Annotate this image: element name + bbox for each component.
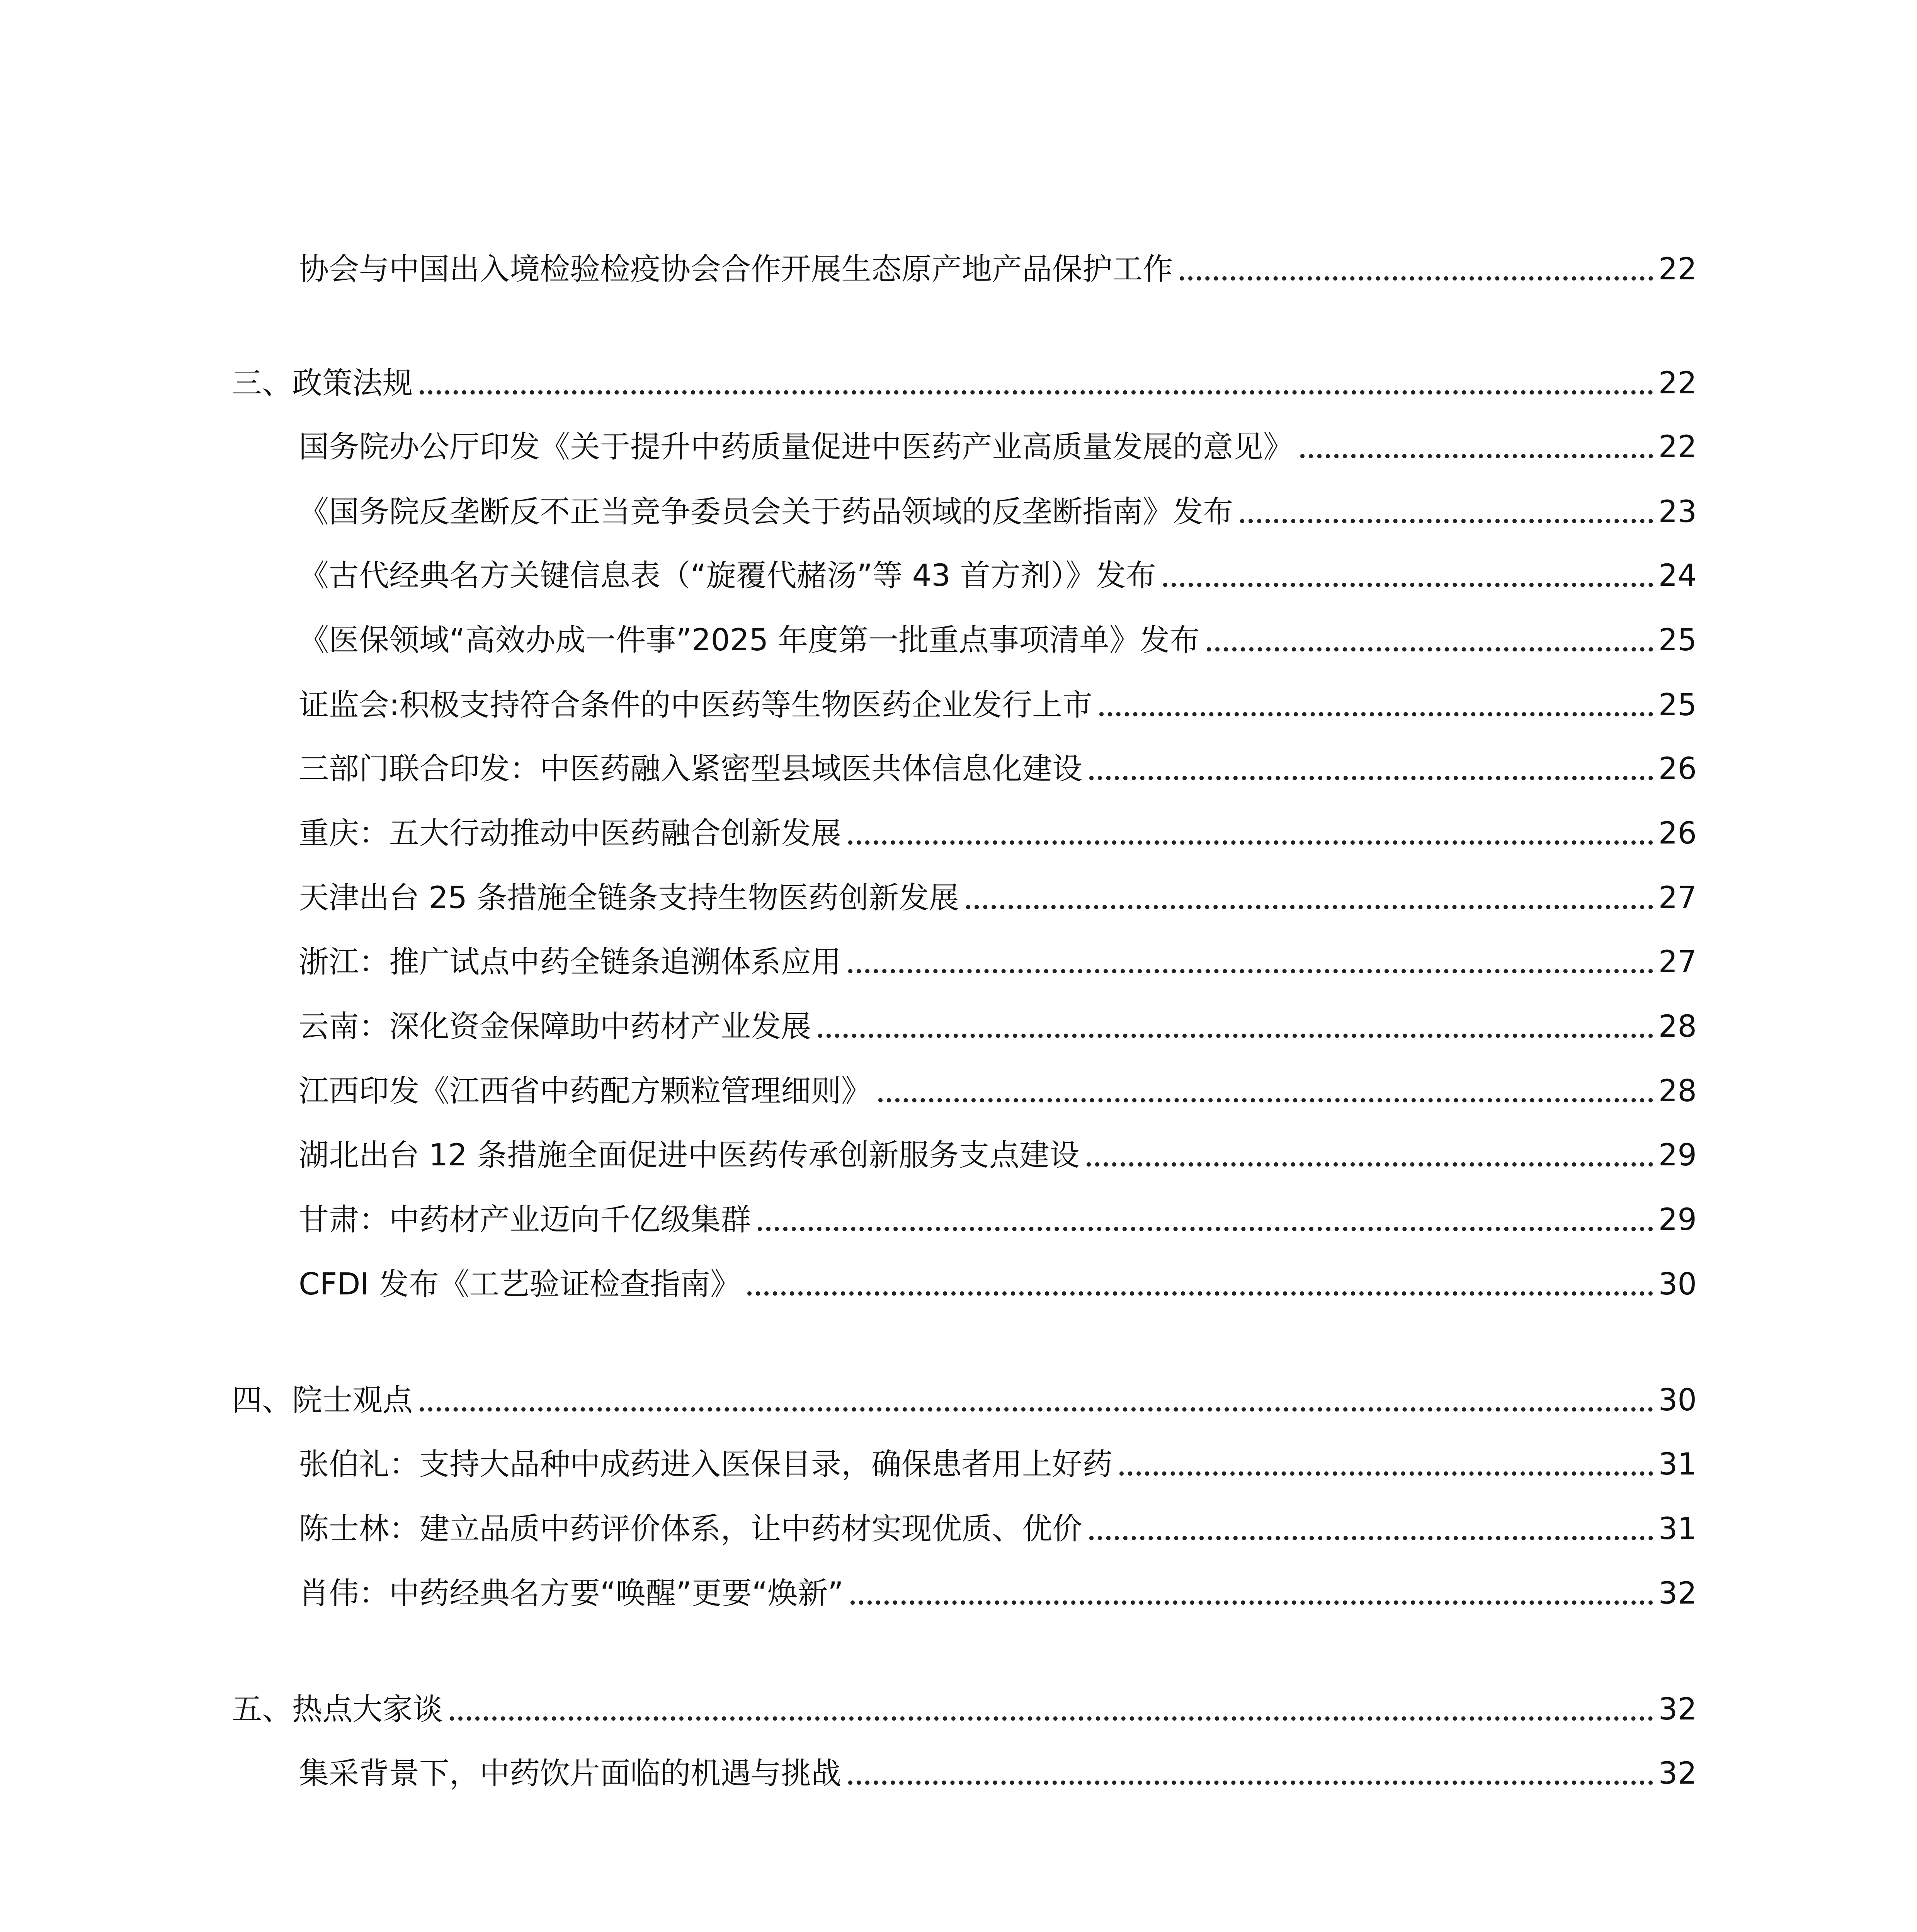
toc-page-number: 25	[1658, 688, 1697, 723]
dot-leader	[848, 840, 1653, 845]
toc-entry[interactable]	[299, 1564, 1697, 1610]
toc-page-number: 22	[1658, 252, 1697, 287]
dot-leader	[420, 390, 1653, 395]
dot-leader	[848, 969, 1653, 973]
toc-entry[interactable]	[299, 482, 1697, 529]
dot-leader	[420, 1407, 1653, 1412]
toc-entry[interactable]	[299, 611, 1697, 657]
toc-section-heading[interactable]	[232, 1371, 1697, 1417]
toc-entry[interactable]	[299, 417, 1697, 464]
dot-leader	[747, 1291, 1653, 1296]
dot-leader	[1087, 1162, 1653, 1167]
toc-entry[interactable]	[299, 1499, 1697, 1546]
toc-page-number: 27	[1658, 881, 1697, 915]
toc-section-title: 三、政策法规	[232, 366, 413, 401]
dot-leader	[1099, 712, 1653, 716]
toc-entry[interactable]	[299, 240, 1697, 286]
toc-section-title: 五、热点大家谈	[232, 1692, 443, 1727]
toc-entry-title: 《古代经典名方关键信息表（“旋覆代赭汤”等 43 首方剂）》发布	[299, 558, 1156, 593]
toc-page-number: 29	[1658, 1138, 1697, 1173]
toc-section-title: 四、院士观点	[232, 1383, 413, 1418]
dot-leader	[1119, 1471, 1653, 1476]
toc-page-number: 23	[1658, 495, 1697, 529]
toc-entry-title: 重庆：五大行动推动中医药融合创新发展	[299, 816, 842, 851]
toc-page-number: 29	[1658, 1202, 1697, 1237]
toc-entry-title: 协会与中国出入境检验检疫协会合作开展生态原产地产品保护工作	[299, 252, 1173, 287]
toc-entry-title: 集采背景下，中药饮片面临的机遇与挑战	[299, 1756, 842, 1791]
toc-page-number: 26	[1658, 752, 1697, 786]
dot-leader	[878, 1098, 1653, 1102]
toc-entry-title: 《国务院反垄断反不正当竞争委员会关于药品领域的反垄断指南》发布	[299, 495, 1233, 529]
toc-entry[interactable]	[299, 739, 1697, 786]
toc-page-number: 26	[1658, 816, 1697, 851]
dot-leader	[1180, 276, 1653, 281]
toc-entry-title: 肖伟：中药经典名方要“唤醒”更要“焕新”	[299, 1576, 844, 1611]
dot-leader	[450, 1716, 1653, 1721]
toc-entry[interactable]	[299, 546, 1697, 592]
toc-entry[interactable]	[299, 997, 1697, 1043]
toc-page-number: 32	[1658, 1756, 1697, 1791]
toc-page-number: 32	[1658, 1576, 1697, 1611]
toc-page-number: 27	[1658, 945, 1697, 980]
toc-entry-title: 陈士林：建立品质中药评价体系，让中药材实现优质、优价	[299, 1512, 1083, 1546]
dot-leader	[848, 1781, 1653, 1785]
toc-entry-title: 江西印发《江西省中药配方颗粒管理细则》	[299, 1074, 872, 1109]
toc-entry-title: 国务院办公厅印发《关于提升中药质量促进中医药产业高质量发展的意见》	[299, 430, 1294, 464]
toc-entry[interactable]	[299, 868, 1697, 915]
toc-entry[interactable]	[299, 932, 1697, 979]
toc-page-number: 22	[1658, 430, 1697, 464]
toc-entry-title: 《医保领域“高效办成一件事”2025 年度第一批重点事项清单》发布	[299, 623, 1200, 658]
toc-page-number: 32	[1658, 1692, 1697, 1727]
toc-page-number: 30	[1658, 1267, 1697, 1302]
toc-entry-title: 天津出台 25 条措施全链条支持生物医药创新发展	[299, 881, 959, 915]
toc-page-number: 30	[1658, 1383, 1697, 1418]
toc-entry[interactable]	[299, 1061, 1697, 1108]
dot-leader	[1089, 776, 1653, 780]
toc-entry[interactable]	[299, 1190, 1697, 1236]
dot-leader	[1207, 647, 1653, 651]
toc-entry-title: CFDI 发布《工艺验证检查指南》	[299, 1267, 741, 1302]
toc-entry[interactable]	[299, 1744, 1697, 1790]
toc-entry[interactable]	[299, 675, 1697, 722]
toc-entry-title: 证监会:积极支持符合条件的中医药等生物医药企业发行上市	[299, 688, 1093, 723]
toc-page-number: 31	[1658, 1447, 1697, 1482]
toc-section-heading[interactable]	[232, 1680, 1697, 1726]
toc-entry-title: 三部门联合印发：中医药融入紧密型县域医共体信息化建设	[299, 752, 1083, 786]
toc-entry[interactable]	[299, 1255, 1697, 1301]
dot-leader	[1163, 583, 1653, 587]
toc-entry-title: 湖北出台 12 条措施全面促进中医药传承创新服务支点建设	[299, 1138, 1080, 1173]
toc-section-heading[interactable]	[232, 354, 1697, 400]
dot-leader	[818, 1034, 1653, 1038]
toc-entry[interactable]	[299, 804, 1697, 850]
dot-leader	[1089, 1536, 1653, 1540]
toc-page-number: 31	[1658, 1512, 1697, 1546]
toc-page-number: 25	[1658, 623, 1697, 658]
toc-entry-title: 浙江：推广试点中药全链条追溯体系应用	[299, 945, 842, 980]
toc-page-number: 28	[1658, 1009, 1697, 1044]
toc-entry-title: 云南：深化资金保障助中药材产业发展	[299, 1009, 811, 1044]
toc-entry-title: 张伯礼：支持大品种中成药进入医保目录，确保患者用上好药	[299, 1447, 1113, 1482]
dot-leader	[966, 905, 1653, 909]
toc-page-number: 24	[1658, 558, 1697, 593]
toc-entry[interactable]	[299, 1126, 1697, 1172]
dot-leader	[1300, 454, 1653, 458]
toc-entry[interactable]	[299, 1435, 1697, 1481]
toc-entry-title: 甘肃：中药材产业迈向千亿级集群	[299, 1202, 751, 1237]
dot-leader	[758, 1227, 1653, 1231]
toc-page-number: 22	[1658, 366, 1697, 401]
toc-page-number: 28	[1658, 1074, 1697, 1109]
dot-leader	[850, 1600, 1653, 1605]
dot-leader	[1240, 519, 1653, 523]
